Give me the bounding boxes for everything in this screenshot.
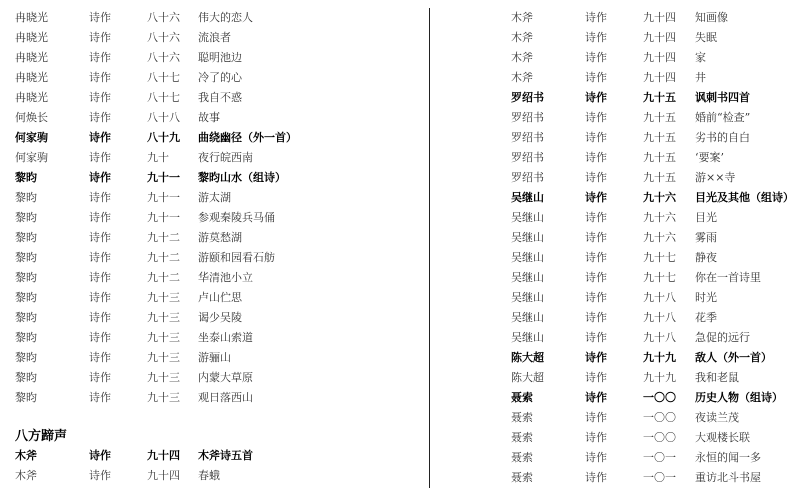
toc-entry-row [435,350,800,366]
toc-entry-row [0,210,425,226]
entry-author: 木斧 [511,71,533,84]
entry-author: 吴继山 [511,331,544,344]
entry-author: 黎昀 [15,331,37,344]
entry-type: 诗作 [585,91,607,104]
entry-type: 诗作 [89,311,111,324]
entry-author: 吴继山 [511,251,544,264]
entry-page-number: 八十七 [147,71,180,84]
entry-author: 黎昀 [15,351,37,364]
entry-author: 罗绍书 [511,151,544,164]
entry-author: 黎昀 [15,231,37,244]
entry-author: 聂索 [511,431,533,444]
entry-page-number: 九十一 [147,171,180,184]
entry-author: 陈大超 [511,371,544,384]
entry-page-number: 九十三 [147,311,180,324]
entry-page-number: 九十 [147,151,169,164]
entry-page-number: 九十二 [147,251,180,264]
entry-type: 诗作 [585,51,607,64]
entry-title: 聪明池边 [198,51,242,64]
entry-type: 诗作 [89,31,111,44]
toc-entry-row [435,230,800,246]
entry-page-number: 九十二 [147,231,180,244]
entry-type: 诗作 [585,131,607,144]
toc-entry-row [0,130,425,146]
entry-page-number: 九十九 [643,371,676,384]
entry-author: 黎昀 [15,271,37,284]
toc-entry-row [435,10,800,26]
entry-author: 木斧 [15,449,37,462]
toc-entry-row [435,470,800,486]
entry-page-number: 九十四 [643,71,676,84]
entry-page-number: 九十九 [643,351,676,364]
entry-title: 坐泰山索道 [198,331,253,344]
entry-page-number: 一〇一 [643,471,676,484]
toc-entry-row [0,390,425,406]
entry-page-number: 九十五 [643,151,676,164]
entry-page-number: 一〇一 [643,451,676,464]
entry-title: 我和老鼠 [695,371,739,384]
entry-type: 诗作 [585,451,607,464]
entry-author: 黎昀 [15,211,37,224]
toc-entry-row [435,210,800,226]
toc-entry-row [0,110,425,126]
entry-type: 诗作 [89,351,111,364]
entry-page-number: 九十四 [147,449,180,462]
entry-title: 历史人物（组诗） [695,391,783,404]
entry-author: 吴继山 [511,311,544,324]
entry-title: 游莫愁湖 [198,231,242,244]
entry-title: 重访北斗书屋 [695,471,761,484]
entry-title: 劣书的自白 [695,131,750,144]
entry-type: 诗作 [585,411,607,424]
entry-author: 黎昀 [15,171,37,184]
entry-page-number: 九十七 [643,271,676,284]
entry-page-number: 九十六 [643,231,676,244]
entry-author: 陈大超 [511,351,544,364]
entry-page-number: 一〇〇 [643,391,676,404]
entry-page-number: 一〇〇 [643,431,676,444]
entry-author: 木斧 [511,11,533,24]
entry-page-number: 九十五 [643,171,676,184]
entry-type: 诗作 [585,211,607,224]
toc-entry-row [0,10,425,26]
entry-type: 诗作 [89,291,111,304]
entry-title: 游××寺 [695,171,736,184]
entry-page-number: 九十八 [643,331,676,344]
entry-author: 罗绍书 [511,111,544,124]
entry-author: 聂索 [511,451,533,464]
entry-author: 黎昀 [15,191,37,204]
entry-type: 诗作 [585,391,607,404]
toc-entry-row [435,310,800,326]
entry-type: 诗作 [585,331,607,344]
entry-author: 黎昀 [15,311,37,324]
entry-title: 花季 [695,311,717,324]
toc-entry-row [0,310,425,326]
entry-type: 诗作 [89,251,111,264]
entry-title: 静夜 [695,251,717,264]
entry-page-number: 九十四 [147,469,180,482]
entry-type: 诗作 [585,351,607,364]
toc-entry-row [435,110,800,126]
entry-author: 吴继山 [511,231,544,244]
toc-entry-row [0,70,425,86]
entry-page-number: 九十三 [147,351,180,364]
toc-entry-row [0,448,425,464]
entry-type: 诗作 [585,251,607,264]
entry-type: 诗作 [89,391,111,404]
entry-title: 冷了的心 [198,71,242,84]
entry-author: 木斧 [511,31,533,44]
entry-title: 游颐和园看石舫 [198,251,275,264]
entry-title: 夜行皖西南 [198,151,253,164]
entry-type: 诗作 [585,371,607,384]
entry-page-number: 九十六 [643,211,676,224]
entry-page-number: 九十四 [643,11,676,24]
entry-page-number: 九十三 [147,371,180,384]
entry-title: 井 [695,71,706,84]
entry-type: 诗作 [585,231,607,244]
entry-page-number: 八十九 [147,131,180,144]
entry-author: 何家驹 [15,131,48,144]
entry-page-number: 八十六 [147,31,180,44]
section-heading: 八方蹄声 [15,429,68,444]
entry-type: 诗作 [89,231,111,244]
entry-title: 家 [695,51,706,64]
entry-title: 伟大的恋人 [198,11,253,24]
toc-entry-row [435,270,800,286]
entry-type: 诗作 [89,211,111,224]
entry-author: 冉晓光 [15,31,48,44]
entry-page-number: 九十五 [643,91,676,104]
entry-author: 罗绍书 [511,171,544,184]
toc-entry-row [435,370,800,386]
toc-entry-row [435,130,800,146]
entry-type: 诗作 [585,191,607,204]
entry-type: 诗作 [89,469,111,482]
entry-author: 何焕长 [15,111,48,124]
entry-title: 游骊山 [198,351,231,364]
entry-page-number: 八十六 [147,51,180,64]
entry-author: 黎昀 [15,391,37,404]
entry-type: 诗作 [585,71,607,84]
entry-type: 诗作 [89,371,111,384]
entry-type: 诗作 [585,151,607,164]
toc-entry-row [0,370,425,386]
entry-title: 春蛾 [198,469,220,482]
toc-entry-row [0,290,425,306]
entry-page-number: 九十八 [643,311,676,324]
toc-entry-row [435,410,800,426]
entry-author: 何家驹 [15,151,48,164]
entry-author: 冉晓光 [15,91,48,104]
entry-page-number: 一〇〇 [643,411,676,424]
entry-title: 婚前“检查” [695,111,751,124]
entry-page-number: 八十八 [147,111,180,124]
entry-page-number: 九十六 [643,191,676,204]
entry-page-number: 九十三 [147,391,180,404]
entry-title: 卢山伫思 [198,291,242,304]
entry-author: 黎昀 [15,371,37,384]
entry-page-number: 九十四 [643,51,676,64]
entry-type: 诗作 [89,11,111,24]
entry-title: 我自不惑 [198,91,242,104]
entry-title: 永恒的闻一多 [695,451,761,464]
entry-type: 诗作 [585,431,607,444]
entry-title: 华清池小立 [198,271,253,284]
entry-type: 诗作 [89,71,111,84]
entry-title: 失眠 [695,31,717,44]
entry-type: 诗作 [89,131,111,144]
entry-title: 你在一首诗里 [695,271,761,284]
entry-type: 诗作 [89,191,111,204]
entry-author: 罗绍书 [511,131,544,144]
entry-page-number: 九十四 [643,31,676,44]
entry-title: 木斧诗五首 [198,449,253,462]
toc-entry-row [435,190,800,206]
entry-title: 黎昀山水（组诗） [198,171,286,184]
entry-title: 曲绕幽径（外一首） [198,131,297,144]
toc-entry-row [435,150,800,166]
entry-title: 目光及其他（组诗） [695,191,794,204]
entry-page-number: 九十一 [147,191,180,204]
entry-author: 冉晓光 [15,11,48,24]
toc-entry-row [435,90,800,106]
toc-entry-row [0,90,425,106]
entry-type: 诗作 [89,91,111,104]
entry-page-number: 九十三 [147,291,180,304]
entry-type: 诗作 [585,31,607,44]
toc-entry-row [435,430,800,446]
entry-title: 讽刺书四首 [695,91,750,104]
toc-entry-row [0,230,425,246]
entry-title: 时光 [695,291,717,304]
entry-title: 观日落西山 [198,391,253,404]
entry-type: 诗作 [89,449,111,462]
column-divider [429,8,430,488]
entry-title: 故事 [198,111,220,124]
entry-author: 吴继山 [511,291,544,304]
toc-entry-row [435,450,800,466]
toc-entry-row [435,170,800,186]
entry-type: 诗作 [585,311,607,324]
entry-title: 知画像 [695,11,728,24]
entry-type: 诗作 [89,271,111,284]
entry-title: 夜读兰茂 [695,411,739,424]
entry-author: 冉晓光 [15,71,48,84]
entry-title: ‘要案’ [695,151,724,164]
entry-page-number: 九十五 [643,131,676,144]
entry-title: 游太湖 [198,191,231,204]
toc-entry-row [0,330,425,346]
entry-author: 吴继山 [511,211,544,224]
entry-title: 大观楼长联 [695,431,750,444]
toc-entry-row [0,170,425,186]
entry-title: 谒少吴陵 [198,311,242,324]
toc-entry-row [0,50,425,66]
entry-type: 诗作 [585,291,607,304]
toc-entry-row [435,330,800,346]
entry-type: 诗作 [89,331,111,344]
entry-page-number: 八十七 [147,91,180,104]
entry-author: 木斧 [15,469,37,482]
entry-page-number: 九十五 [643,111,676,124]
toc-entry-row [435,390,800,406]
toc-entry-row [0,190,425,206]
entry-author: 聂索 [511,411,533,424]
entry-page-number: 九十八 [643,291,676,304]
entry-type: 诗作 [89,171,111,184]
entry-title: 参观秦陵兵马俑 [198,211,275,224]
toc-entry-row [435,50,800,66]
entry-type: 诗作 [89,111,111,124]
toc-entry-row [0,30,425,46]
entry-author: 罗绍书 [511,91,544,104]
entry-author: 黎昀 [15,291,37,304]
toc-entry-row [435,70,800,86]
entry-type: 诗作 [585,11,607,24]
entry-page-number: 九十三 [147,331,180,344]
toc-entry-row [435,290,800,306]
entry-title: 急促的远行 [695,331,750,344]
entry-title: 敌人（外一首） [695,351,772,364]
entry-title: 目光 [695,211,717,224]
toc-entry-row [0,350,425,366]
entry-type: 诗作 [585,111,607,124]
entry-type: 诗作 [89,51,111,64]
toc-entry-row [435,30,800,46]
entry-author: 吴继山 [511,271,544,284]
entry-page-number: 九十七 [643,251,676,264]
entry-type: 诗作 [585,471,607,484]
entry-type: 诗作 [89,151,111,164]
toc-entry-row [0,250,425,266]
entry-author: 冉晓光 [15,51,48,64]
entry-title: 内蒙大草原 [198,371,253,384]
entry-author: 聂索 [511,391,533,404]
toc-entry-row [0,468,425,484]
entry-page-number: 九十一 [147,211,180,224]
toc-entry-row [0,270,425,286]
entry-author: 木斧 [511,51,533,64]
entry-title: 雾雨 [695,231,717,244]
entry-author: 黎昀 [15,251,37,264]
entry-title: 流浪者 [198,31,231,44]
toc-entry-row [0,150,425,166]
entry-type: 诗作 [585,271,607,284]
entry-author: 聂索 [511,471,533,484]
toc-entry-row [435,250,800,266]
entry-page-number: 九十二 [147,271,180,284]
entry-page-number: 八十六 [147,11,180,24]
entry-type: 诗作 [585,171,607,184]
entry-author: 吴继山 [511,191,544,204]
